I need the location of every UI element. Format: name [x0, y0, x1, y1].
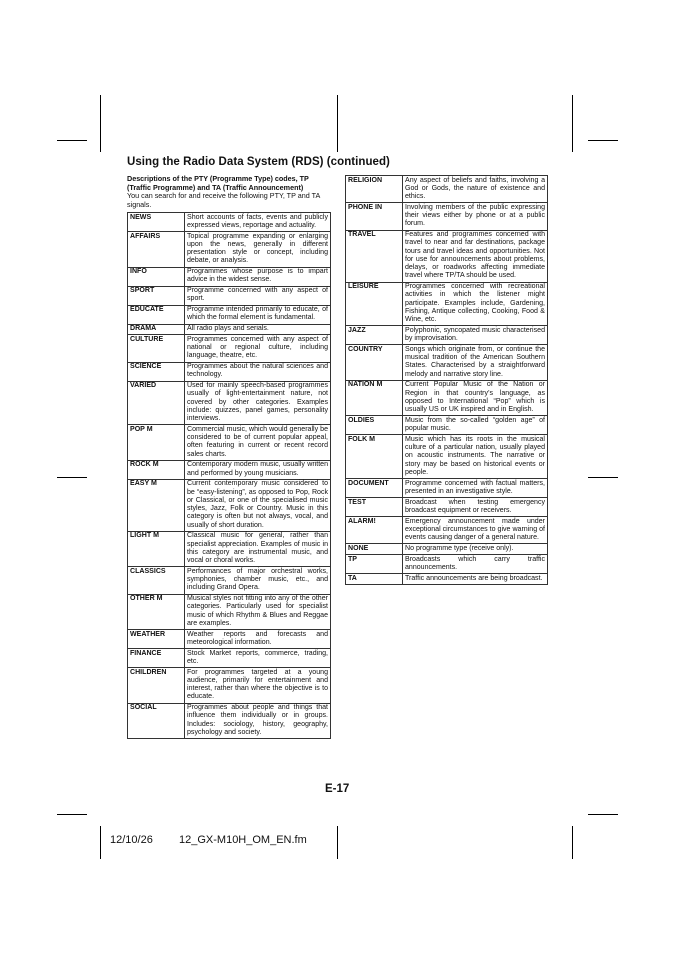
- pty-description: Current Popular Music of the Nation or Region in that country’s language, as opposed to International “Pop” which is usually US or UK inspired and in English.: [403, 380, 548, 416]
- crop-mark: [588, 140, 618, 141]
- footer-filename: 12_GX-M10H_OM_EN.fm: [179, 834, 307, 846]
- table-row: [128, 324, 331, 335]
- pty-description: Music from the so-called “golden age” of popular music.: [403, 416, 548, 435]
- crop-mark: [572, 95, 573, 152]
- crop-mark: [57, 477, 87, 478]
- pty-description: All radio plays and serials.: [185, 324, 331, 335]
- table-row: [128, 630, 331, 649]
- pty-code: RELIGION: [346, 176, 403, 203]
- table-row: [346, 345, 548, 381]
- pty-description: Weather reports and forecasts and meteorological information.: [185, 630, 331, 649]
- pty-description: Traffic announcements are being broadcast.: [403, 574, 548, 585]
- pty-description: For programmes targeted at a young audience, primarily for entertainment and interest, rather than where the objective is to educate.: [185, 668, 331, 704]
- pty-code: CULTURE: [128, 335, 185, 362]
- pty-code: DOCUMENT: [346, 479, 403, 498]
- pty-code: VARIED: [128, 381, 185, 425]
- pty-code: CLASSICS: [128, 567, 185, 594]
- table-row: [128, 567, 331, 594]
- table-row: [346, 416, 548, 435]
- pty-code: JAZZ: [346, 326, 403, 345]
- pty-description: Songs which originate from, or continue the musical tradition of the American Southern States. Characterised by a straightforward melody and narrative story line.: [403, 345, 548, 381]
- table-row: [128, 305, 331, 324]
- page-number: E-17: [325, 783, 350, 795]
- table-row: [128, 381, 331, 425]
- pty-description: Performances of major orchestral works, symphonies, chamber music, etc., and including Grand Opera.: [185, 567, 331, 594]
- pty-code: FINANCE: [128, 649, 185, 668]
- pty-table-left: [127, 212, 331, 739]
- intro-heading: Descriptions of the PTY (Programme Type) codes, TP (Traffic Programme) and TA (Traffic Announcement): [127, 174, 309, 192]
- pty-code: NEWS: [128, 213, 185, 232]
- pty-description: Programmes concerned with any aspect of national or regional culture, including language, theatre, etc.: [185, 335, 331, 362]
- crop-mark: [337, 826, 338, 859]
- pty-code: POP M: [128, 425, 185, 461]
- pty-code: ROCK M: [128, 460, 185, 479]
- pty-code: NATION M: [346, 380, 403, 416]
- pty-code: TEST: [346, 498, 403, 517]
- pty-description: Programme intended primarily to educate, of which the formal element is fundamental.: [185, 305, 331, 324]
- table-row: [346, 203, 548, 230]
- pty-code: TA: [346, 574, 403, 585]
- table-row: [128, 649, 331, 668]
- table-row: [128, 425, 331, 461]
- pty-code: LEISURE: [346, 282, 403, 326]
- table-row: [346, 479, 548, 498]
- pty-table-right: [345, 175, 548, 585]
- pty-description: Stock Market reports, commerce, trading, etc.: [185, 649, 331, 668]
- intro-section: [127, 175, 332, 210]
- pty-code: OTHER M: [128, 594, 185, 630]
- table-row: [128, 213, 331, 232]
- pty-description: Involving members of the public expressing their views either by phone or at a public forum.: [403, 203, 548, 230]
- pty-code: INFO: [128, 267, 185, 286]
- pty-description: Musical styles not fitting into any of the other categories. Particularly used for specialist music of which Rhythm & Blues and Reggae are examples.: [185, 594, 331, 630]
- pty-code: CHILDREN: [128, 668, 185, 704]
- pty-description: Emergency announcement made under exceptional circumstances to give warning of events causing danger of a general nature.: [403, 517, 548, 544]
- pty-description: Programme concerned with any aspect of sport.: [185, 286, 331, 305]
- table-row: [346, 544, 548, 555]
- pty-code: TRAVEL: [346, 230, 403, 282]
- pty-description: Topical programme expanding or enlarging upon the news, generally in different presentation style or concept, including debate, or analysis.: [185, 232, 331, 268]
- table-row: [128, 286, 331, 305]
- pty-code: OLDIES: [346, 416, 403, 435]
- pty-code: DRAMA: [128, 324, 185, 335]
- pty-description: Polyphonic, syncopated music characterised by improvisation.: [403, 326, 548, 345]
- table-row: [128, 531, 331, 567]
- pty-description: Used for mainly speech-based programmes usually of light-entertainment nature, not covered by other categories. Examples include: quizzes, panel games, personality interviews.: [185, 381, 331, 425]
- table-row: [346, 517, 548, 544]
- table-row: [128, 232, 331, 268]
- crop-mark: [100, 826, 101, 859]
- pty-description: Classical music for general, rather than specialist appreciation. Examples of music in this category are instrumental music, and vocal or choral works.: [185, 531, 331, 567]
- table-row: [346, 555, 548, 574]
- table-row: [128, 362, 331, 381]
- crop-mark: [572, 826, 573, 859]
- page-title: Using the Radio Data System (RDS) (continued): [127, 156, 390, 168]
- crop-mark: [588, 814, 618, 815]
- pty-code: TP: [346, 555, 403, 574]
- pty-description: Short accounts of facts, events and publicly expressed views, reportage and actuality.: [185, 213, 331, 232]
- pty-description: Features and programmes concerned with travel to near and far destinations, package tours and travel ideas and opportunities. Not for use for announcements about problems, delays, or roadworks affecting immediate travel where TP/TA should be used.: [403, 230, 548, 282]
- table-row: [128, 267, 331, 286]
- table-row: [346, 176, 548, 203]
- pty-description: Commercial music, which would generally be considered to be of current popular appeal, often featuring in current or recent record sales charts.: [185, 425, 331, 461]
- table-row: [346, 380, 548, 416]
- pty-code: EDUCATE: [128, 305, 185, 324]
- pty-description: No programme type (receive only).: [403, 544, 548, 555]
- table-row: [128, 668, 331, 704]
- pty-description: Any aspect of beliefs and faiths, involving a God or Gods, the nature of existence and ethics.: [403, 176, 548, 203]
- pty-code: SOCIAL: [128, 703, 185, 739]
- pty-description: Current contemporary music considered to be “easy-listening”, as opposed to Pop, Rock or Classical, or one of the specialised music styles, Jazz, Folk or Country. Music in this category is often but not always, vocal, and usually of short duration.: [185, 479, 331, 531]
- pty-description: Programmes about the natural sciences and technology.: [185, 362, 331, 381]
- pty-description: Music which has its roots in the musical culture of a particular nation, usually played on acoustic instruments. The narrative or story may be based on historical events or people.: [403, 435, 548, 479]
- table-row: [346, 230, 548, 282]
- pty-code: NONE: [346, 544, 403, 555]
- pty-description: Programme concerned with factual matters, presented in an investigative style.: [403, 479, 548, 498]
- pty-code: FOLK M: [346, 435, 403, 479]
- pty-code: EASY M: [128, 479, 185, 531]
- table-row: [346, 574, 548, 585]
- pty-description: Programmes whose purpose is to impart advice in the widest sense.: [185, 267, 331, 286]
- pty-code: COUNTRY: [346, 345, 403, 381]
- table-row: [346, 498, 548, 517]
- table-row: [346, 282, 548, 326]
- intro-text: You can search for and receive the following PTY, TP and TA signals.: [127, 191, 320, 210]
- pty-description: Contemporary modern music, usually written and performed by young musicians.: [185, 460, 331, 479]
- footer-date: 12/10/26: [110, 834, 153, 846]
- table-row: [128, 479, 331, 531]
- pty-code: SPORT: [128, 286, 185, 305]
- pty-description: Programmes about people and things that influence them individually or in groups. Includes: sociology, history, geography, psychology and society.: [185, 703, 331, 739]
- pty-description: Broadcasts which carry traffic announcements.: [403, 555, 548, 574]
- pty-code: LIGHT M: [128, 531, 185, 567]
- crop-mark: [57, 814, 87, 815]
- pty-description: Programmes concerned with recreational activities in which the listener might participate. Examples include, Gardening, Fishing, Antique collecting, Cooking, Food & Wine, etc.: [403, 282, 548, 326]
- table-row: [128, 460, 331, 479]
- pty-description: Broadcast when testing emergency broadcast equipment or receivers.: [403, 498, 548, 517]
- pty-code: ALARM!: [346, 517, 403, 544]
- crop-mark: [57, 140, 87, 141]
- table-row: [128, 335, 331, 362]
- pty-code: AFFAIRS: [128, 232, 185, 268]
- pty-code: SCIENCE: [128, 362, 185, 381]
- crop-mark: [588, 477, 618, 478]
- crop-mark: [337, 95, 338, 152]
- table-row: [346, 326, 548, 345]
- table-row: [128, 594, 331, 630]
- pty-code: PHONE IN: [346, 203, 403, 230]
- table-row: [128, 703, 331, 739]
- crop-mark: [100, 95, 101, 152]
- table-row: [346, 435, 548, 479]
- pty-code: WEATHER: [128, 630, 185, 649]
